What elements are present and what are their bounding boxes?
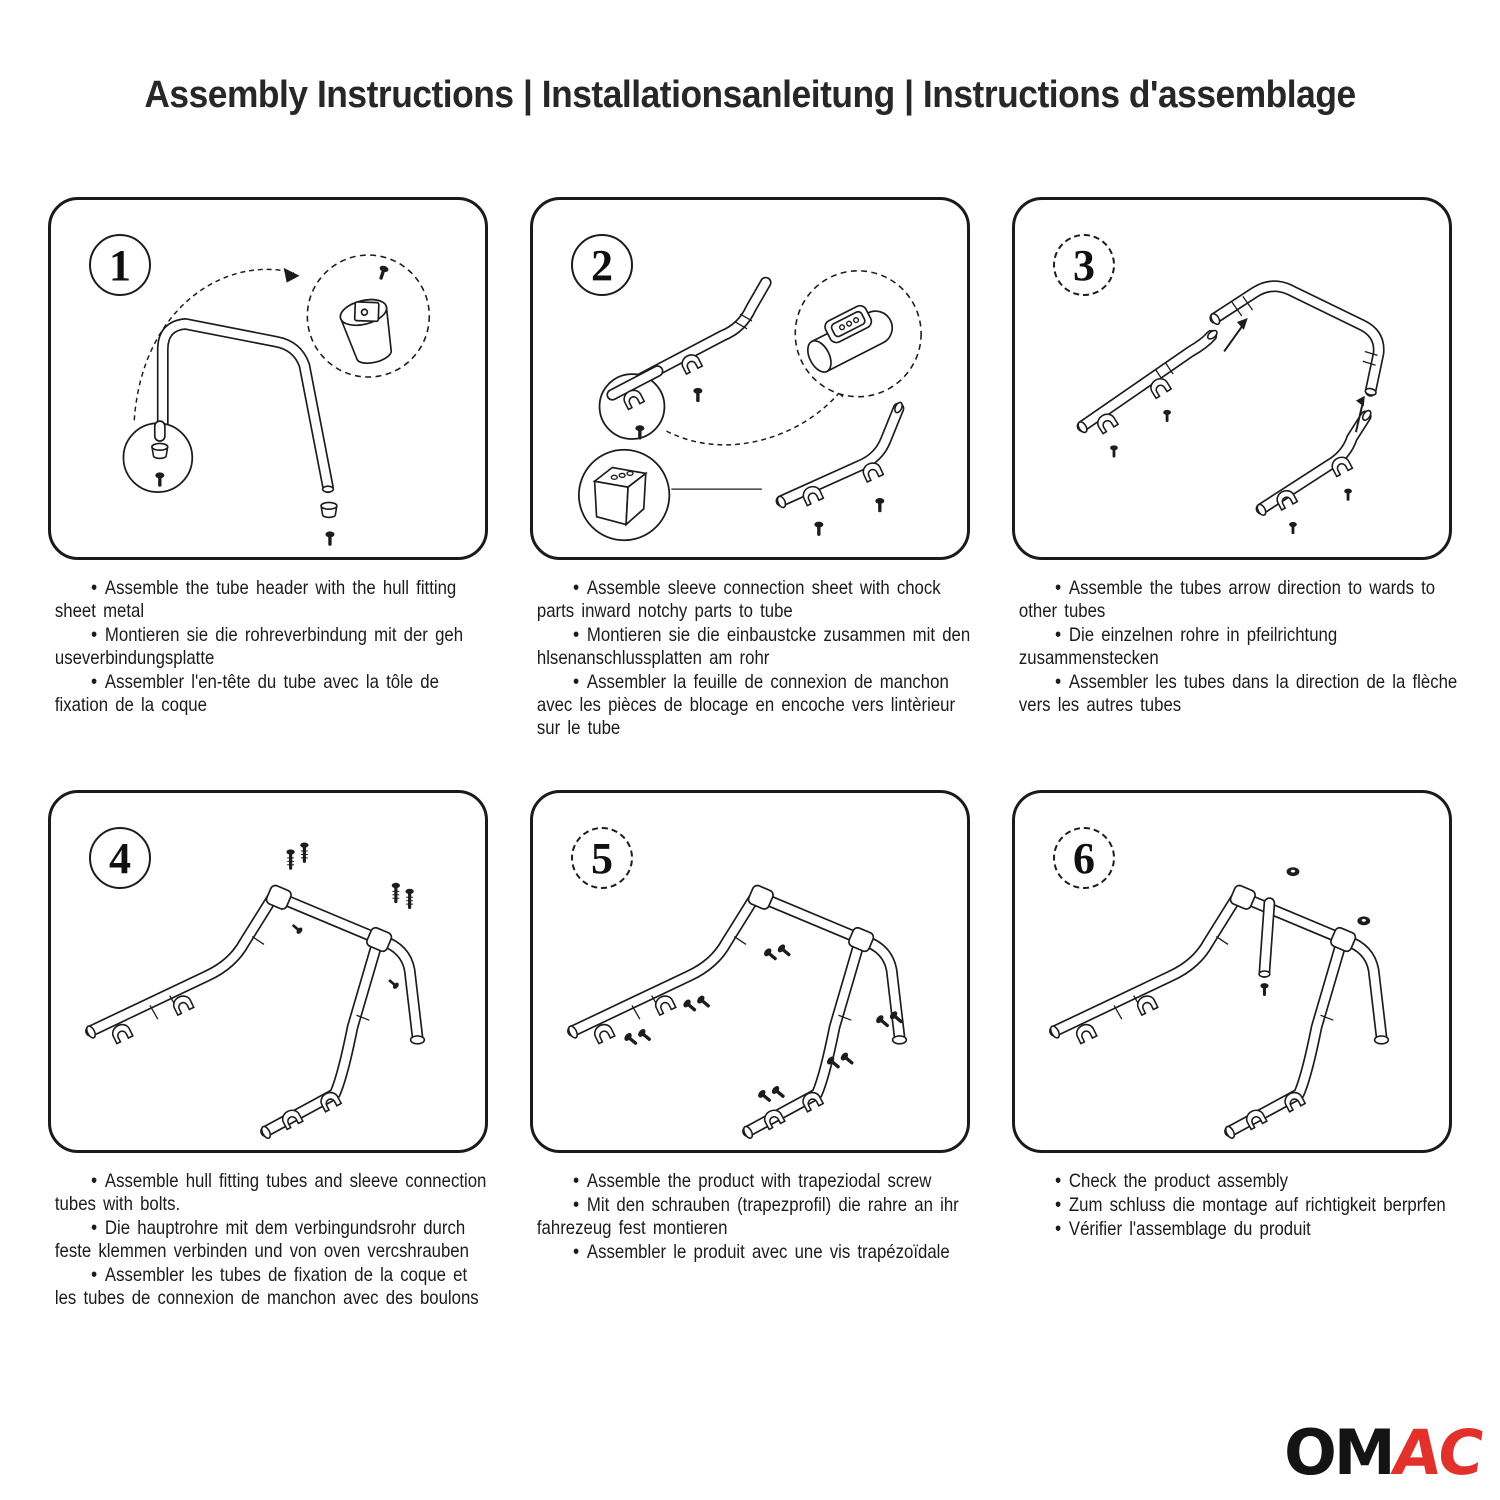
bullet-icon: • bbox=[1055, 576, 1062, 599]
caption-line: • Assemble sleeve connection sheet with chock parts inward notchy parts to tube bbox=[536, 576, 941, 623]
screw-pair-icon bbox=[763, 943, 794, 963]
caption-line: • Die hauptrohre mit dem verbingundsrohr durch feste klemmen verbinden und von oven vercshrauben bbox=[54, 1216, 469, 1263]
screw-icon bbox=[875, 498, 884, 512]
caption-line: • Montieren sie die rohreverbindung mit der geh useverbindungsplatte bbox=[54, 623, 464, 670]
caption-line: • Check the product assembly bbox=[1055, 1169, 1289, 1192]
bullet-icon: • bbox=[91, 1169, 98, 1192]
step-2 bbox=[530, 197, 970, 740]
bullet-icon: • bbox=[1055, 1169, 1062, 1192]
direction-arrow-icon bbox=[1224, 324, 1244, 352]
step-5-number: 5 bbox=[571, 827, 633, 889]
rollbar-assembly bbox=[85, 884, 424, 1140]
bolt-icon bbox=[300, 842, 308, 862]
step-1 bbox=[48, 197, 488, 740]
bullet-icon: • bbox=[1055, 1193, 1062, 1217]
screw-icon bbox=[693, 388, 702, 402]
step-6-number: 6 bbox=[1053, 827, 1115, 889]
dashed-arrow-icon bbox=[666, 389, 842, 445]
step-4 bbox=[48, 790, 488, 1310]
omac-logo-black: OM bbox=[1284, 1416, 1393, 1489]
step-3-panel bbox=[1012, 197, 1452, 560]
step-5-panel bbox=[530, 790, 970, 1153]
caption-line: • Assemble the tube header with the hull fitting sheet metal bbox=[54, 576, 457, 623]
caption-line: • Montieren sie die einbaustcke zusammen mit den hlsenanschlussplatten am rohr bbox=[536, 623, 971, 670]
caption-line: • Mit den schrauben (trapezprofil) die rahre an ihr fahrezeug fest montieren bbox=[536, 1193, 959, 1240]
bullet-icon: • bbox=[573, 1240, 580, 1264]
steps-row-1 bbox=[48, 197, 1458, 740]
screw-icon bbox=[387, 977, 400, 990]
bolt-icon bbox=[286, 849, 294, 869]
caption-line: • Assembler les tubes de fixation de la coque et les tubes de connexion de manchon avec des boulons bbox=[54, 1263, 479, 1310]
caption-line: • Assembler la feuille de connexion de manchon avec les pièces de blocage en encoche vers lintèrieur sur le tube bbox=[536, 670, 956, 740]
bullet-icon: • bbox=[1055, 670, 1062, 694]
screw-icon bbox=[1289, 522, 1297, 534]
rollbar-assembly bbox=[1049, 884, 1388, 1140]
step-4-caption bbox=[48, 1169, 495, 1310]
rollbar-assembly bbox=[567, 884, 906, 1140]
step-2-panel bbox=[530, 197, 970, 560]
page-title: Assembly Instructions | Installationsanleitung | Instructions d'assemblage bbox=[144, 74, 1356, 116]
caption-line: • Assembler l'en-tête du tube avec la tôle de fixation de la coque bbox=[54, 670, 439, 717]
bullet-icon: • bbox=[573, 576, 580, 599]
step-4-number: 4 bbox=[89, 827, 151, 889]
screw-icon bbox=[325, 531, 334, 545]
omac-logo bbox=[1284, 1416, 1486, 1489]
screw-icon bbox=[1344, 489, 1352, 501]
bullet-icon: • bbox=[573, 670, 580, 694]
step-6-panel bbox=[1012, 790, 1452, 1153]
step-2-caption bbox=[530, 576, 977, 740]
bullet-icon: • bbox=[91, 1263, 98, 1287]
caption-line: • Zum schluss die montage auf richtigkeit berprfen bbox=[1055, 1193, 1446, 1217]
hull-cap-icon bbox=[321, 503, 337, 518]
step-4-panel bbox=[48, 790, 488, 1153]
bullet-icon: • bbox=[573, 1169, 580, 1192]
step-3-number: 3 bbox=[1053, 234, 1115, 296]
bullet-icon: • bbox=[91, 670, 98, 694]
nut-icon bbox=[1287, 867, 1300, 876]
step-6-caption bbox=[1012, 1169, 1459, 1241]
bullet-icon: • bbox=[1055, 1217, 1062, 1241]
caption-line: • Assembler les tubes dans la direction de la flèche vers les autres tubes bbox=[1018, 670, 1458, 717]
step-5-caption bbox=[530, 1169, 977, 1264]
caption-line: • Assemble the tubes arrow direction to wards to other tubes bbox=[1018, 576, 1436, 623]
hull-cap-icon bbox=[152, 444, 168, 459]
step-3 bbox=[1012, 197, 1458, 740]
step-2-number: 2 bbox=[571, 234, 633, 296]
screw-icon bbox=[290, 922, 303, 935]
caption-line: • Assembler le produit avec une vis trapézoïdale bbox=[573, 1240, 950, 1264]
screw-icon bbox=[1163, 410, 1171, 422]
screw-icon bbox=[1110, 445, 1118, 457]
caption-line: • Vérifier l'assemblage du produit bbox=[1055, 1217, 1311, 1241]
bolt-icon bbox=[392, 883, 400, 903]
bullet-icon: • bbox=[91, 576, 98, 599]
bullet-icon: • bbox=[573, 623, 580, 647]
screw-pair-icon bbox=[757, 1085, 788, 1105]
step-1-number: 1 bbox=[89, 234, 151, 296]
step-6 bbox=[1012, 790, 1452, 1310]
screw-icon bbox=[1260, 983, 1268, 996]
bullet-icon: • bbox=[1055, 623, 1062, 647]
step-5 bbox=[530, 790, 970, 1310]
bolt-icon bbox=[405, 889, 413, 909]
caption-line: • Assemble hull fitting tubes and sleeve connection tubes with bolts. bbox=[54, 1169, 487, 1216]
screw-icon bbox=[814, 522, 823, 536]
bullet-icon: • bbox=[573, 1193, 580, 1217]
omac-logo-red: AC bbox=[1387, 1416, 1486, 1489]
bullet-icon: • bbox=[91, 623, 98, 647]
step-1-panel bbox=[48, 197, 488, 560]
step-3-caption bbox=[1012, 576, 1459, 717]
screw-pair-icon bbox=[682, 994, 713, 1014]
screw-pair-icon bbox=[623, 1028, 654, 1048]
steps-row-2 bbox=[48, 790, 1452, 1310]
caption-line: • Assemble the product with trapeziodal screw bbox=[573, 1169, 932, 1192]
caption-line: • Die einzelnen rohre in pfeilrichtung zusammenstecken bbox=[1018, 623, 1338, 670]
step-1-caption bbox=[48, 576, 495, 717]
nut-icon bbox=[1357, 916, 1370, 925]
bullet-icon: • bbox=[91, 1216, 98, 1240]
